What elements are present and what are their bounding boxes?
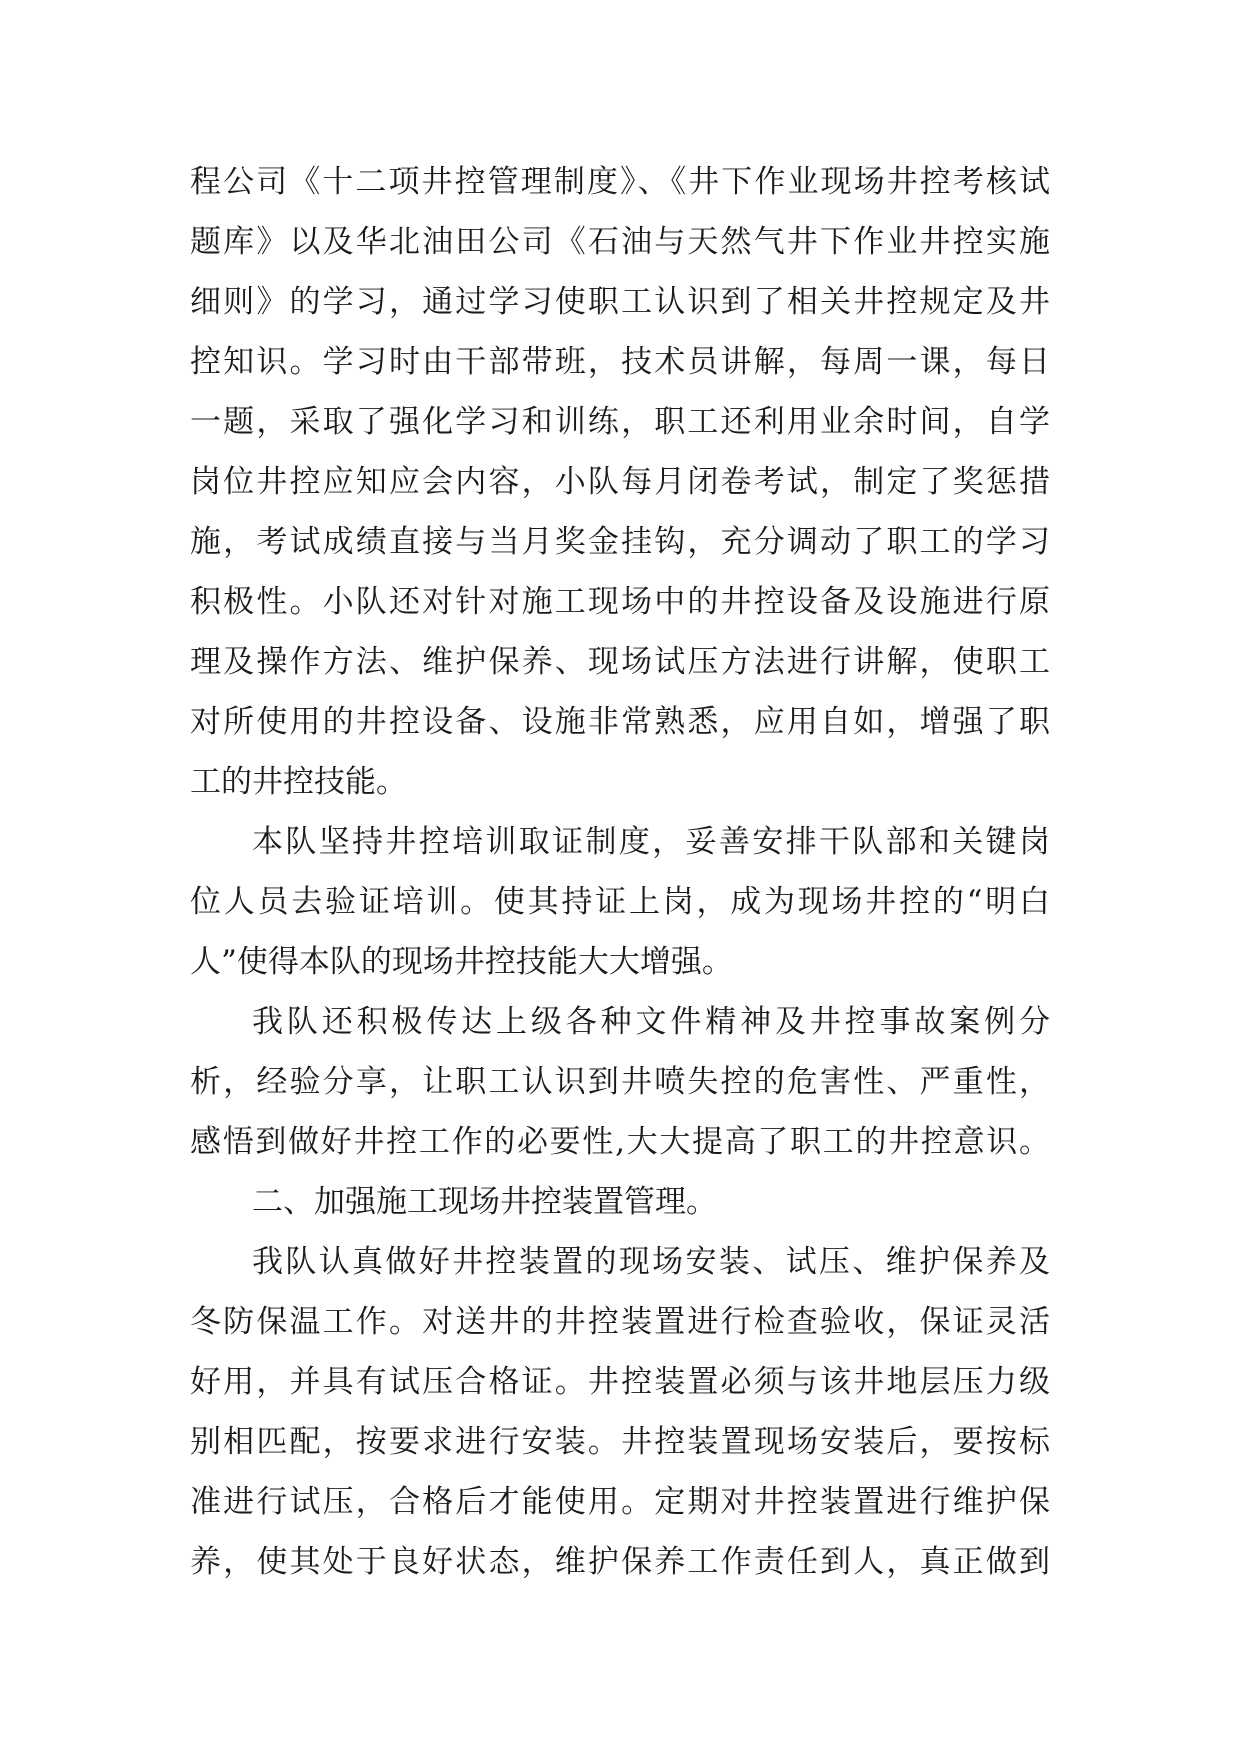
text-line: 人”使得本队的现场井控技能大大增强。 — [190, 944, 733, 980]
section-heading: 二、加强施工现场井控装置管理。 — [252, 1184, 717, 1220]
text-line: 理及操作方法、维护保养、现场试压方法进行讲解，使职工 — [190, 644, 1050, 680]
text-line: 细则》的学习，通过学习使职工认识到了相关井控规定及井 — [190, 284, 1050, 320]
text-line: 养，使其处于良好状态，维护保养工作责任到人，真正做到 — [190, 1544, 1050, 1580]
text-line: 我队还积极传达上级各种文件精神及井控事故案例分 — [252, 1004, 1050, 1040]
text-line: 施，考试成绩直接与当月奖金挂钩，充分调动了职工的学习 — [190, 524, 1050, 560]
text-line: 别相匹配，按要求进行安装。井控装置现场安装后，要按标 — [190, 1424, 1050, 1460]
text-line: 控知识。学习时由干部带班，技术员讲解，每周一课，每日 — [190, 344, 1050, 380]
text-line: 本队坚持井控培训取证制度，妥善安排干队部和关键岗 — [252, 824, 1050, 860]
body-text — [190, 152, 1050, 1592]
text-line: 工的井控技能。 — [190, 764, 407, 800]
text-line: 析，经验分享，让职工认识到井喷失控的危害性、严重性， — [190, 1064, 1050, 1100]
text-line: 题库》以及华北油田公司《石油与天然气井下作业井控实施 — [190, 224, 1050, 260]
text-line: 感悟到做好井控工作的必要性,大大提高了职工的井控意识。 — [190, 1124, 1050, 1160]
text-line: 我队认真做好井控装置的现场安装、试压、维护保养及 — [252, 1244, 1050, 1280]
text-line: 程公司《十二项井控管理制度》、《井下作业现场井控考核试 — [190, 164, 1050, 200]
text-line: 好用，并具有试压合格证。井控装置必须与该井地层压力级 — [190, 1364, 1050, 1400]
text-line: 位人员去验证培训。使其持证上岗，成为现场井控的“明白 — [190, 884, 1050, 920]
text-line: 一题，采取了强化学习和训练，职工还利用业余时间，自学 — [190, 404, 1050, 440]
text-line: 对所使用的井控设备、设施非常熟悉，应用自如，增强了职 — [190, 704, 1050, 740]
text-line: 准进行试压，合格后才能使用。定期对井控装置进行维护保 — [190, 1484, 1050, 1520]
text-line: 积极性。小队还对针对施工现场中的井控设备及设施进行原 — [190, 584, 1050, 620]
text-line: 岗位井控应知应会内容，小队每月闭卷考试，制定了奖惩措 — [190, 464, 1050, 500]
text-line: 冬防保温工作。对送井的井控装置进行检查验收，保证灵活 — [190, 1304, 1050, 1340]
